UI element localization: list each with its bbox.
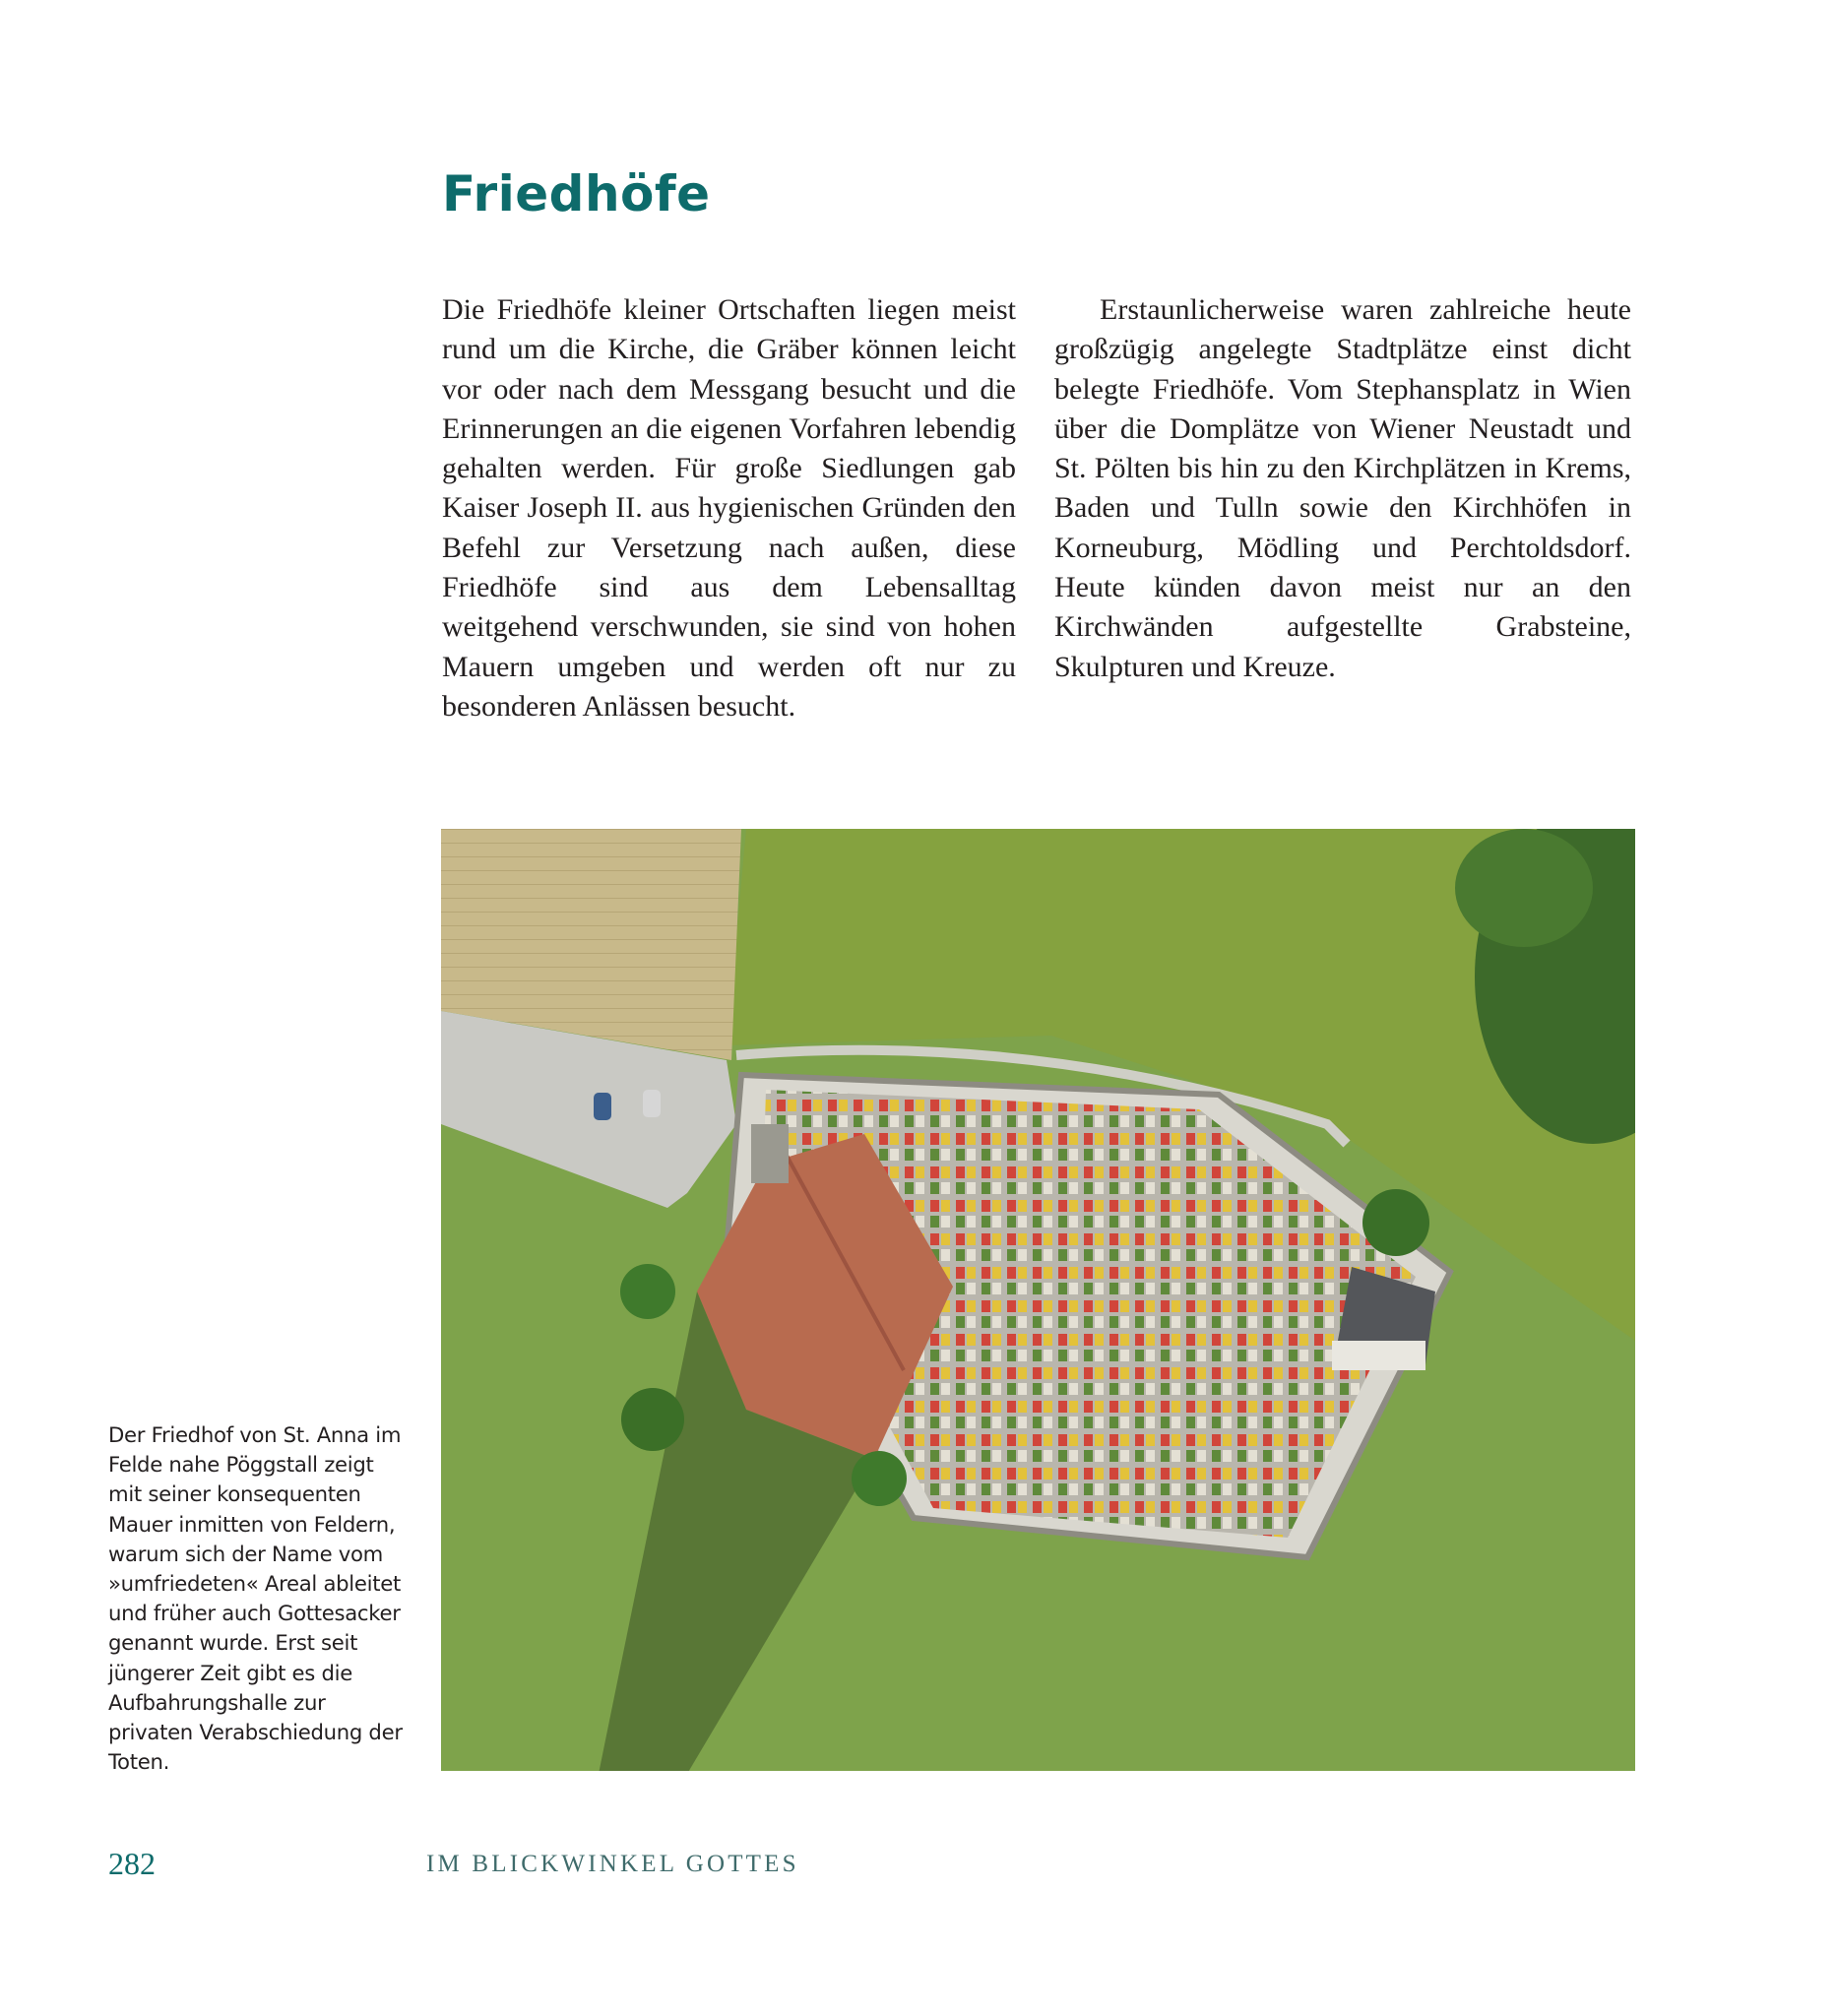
- tree-cluster: [1455, 829, 1593, 947]
- aerial-cemetery-photo: [441, 829, 1635, 1771]
- tree: [852, 1451, 907, 1506]
- running-head: IM BLICKWINKEL GOTTES: [426, 1851, 799, 1877]
- page-title: Friedhöfe: [442, 165, 711, 222]
- car: [594, 1093, 611, 1120]
- car: [643, 1090, 661, 1117]
- church-tower: [751, 1124, 789, 1183]
- tree: [1362, 1189, 1429, 1256]
- photo-caption: Der Friedhof von St. Anna im Felde nahe Pöggstall zeigt mit seiner konsequenten Mauer inmitten von Feldern, warum sich der Name vom »umfriedeten« Areal ableitet und früher auch Gottesacker genannt wurde. Erst seit jüngerer Zeit gibt es die Aufbahrungshalle zur privaten Verabschiedung der Toten.: [108, 1422, 403, 1775]
- tree: [621, 1388, 684, 1451]
- body-paragraph-right: Erstaunlicherweise waren zahlreiche heute großzügig angelegte Stadtplätze einst dicht belegte Friedhöfe. Vom Stephansplatz in Wien über die Domplätze von Wiener Neustadt und St. Pölten bis hin zu den Kirchplätzen in Krems, Baden und Tulln sowie den Kirchhöfen in Korneuburg, Mödling und Perchtoldsdorf. Heute künden davon meist nur an den Kirchwänden aufgestellte Grabsteine, Skulpturen und Kreuze.: [1054, 293, 1631, 683]
- mortuary-wall: [1332, 1341, 1425, 1370]
- tree: [620, 1264, 675, 1319]
- body-paragraph-left: Die Friedhöfe kleiner Ortschaften liegen meist rund um die Kirche, die Gräber können leicht vor oder nach dem Messgang besucht und die Erinnerungen an die eigenen Vorfahren lebendig gehalten werden. Für große Siedlungen gab Kaiser Joseph II. aus hygienischen Gründen den Befehl zur Versetzung nach außen, diese Friedhöfe sind aus dem Lebensalltag weitgehend verschwunden, sie sind von hohen Mauern umgeben und werden oft nur zu besonderen Anlässen besucht.: [442, 293, 1016, 723]
- page-number: 282: [108, 1846, 156, 1881]
